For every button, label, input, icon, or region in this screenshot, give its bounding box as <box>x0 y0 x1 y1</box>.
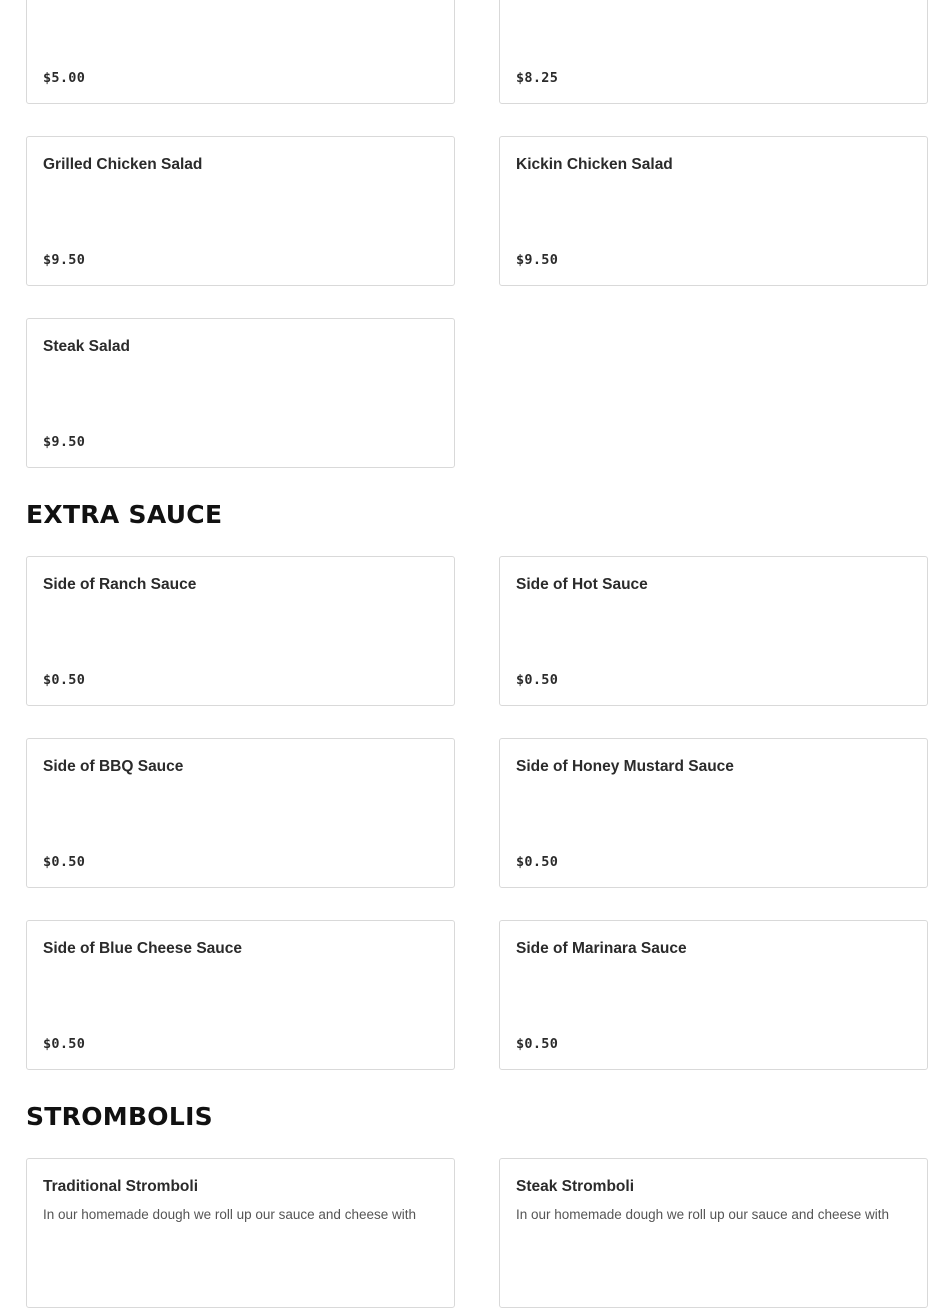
item-name: Side of Blue Cheese Sauce <box>43 940 242 957</box>
menu-item-card[interactable] <box>26 556 455 706</box>
item-price: $5.00 <box>43 70 86 86</box>
item-name: Side of BBQ Sauce <box>43 758 184 775</box>
item-price: $0.50 <box>516 672 559 688</box>
menu-item-card[interactable] <box>26 920 455 1070</box>
menu-item-card[interactable] <box>499 136 928 286</box>
item-price: $9.50 <box>43 434 86 450</box>
item-description: In our homemade dough we roll up our sauce and cheese with <box>43 1207 416 1222</box>
section-title-extra-sauce: EXTRA SAUCE <box>26 500 223 529</box>
menu-item-card[interactable] <box>26 738 455 888</box>
item-name: Side of Honey Mustard Sauce <box>516 758 734 775</box>
item-price: $0.50 <box>43 672 86 688</box>
item-name: Kickin Chicken Salad <box>516 156 673 173</box>
item-name: Side of Hot Sauce <box>516 576 648 593</box>
menu-item-card[interactable] <box>26 0 455 104</box>
item-price: $0.50 <box>43 1036 86 1052</box>
menu-item-card[interactable] <box>26 1158 455 1308</box>
item-name: Traditional Stromboli <box>43 1178 199 1195</box>
menu-item-card[interactable] <box>499 556 928 706</box>
item-description: In our homemade dough we roll up our sauce and cheese with <box>516 1207 889 1222</box>
item-price: $9.50 <box>516 252 559 268</box>
item-name: Steak Salad <box>43 338 131 355</box>
item-price: $9.50 <box>43 252 86 268</box>
menu-item-card[interactable] <box>499 738 928 888</box>
item-price: $0.50 <box>516 854 559 870</box>
section-title-strombolis: STROMBOLIS <box>26 1102 213 1131</box>
item-name: Grilled Chicken Salad <box>43 156 203 173</box>
item-name: Side of Ranch Sauce <box>43 576 197 593</box>
item-price: $0.50 <box>516 1036 559 1052</box>
menu-item-card[interactable] <box>499 1158 928 1308</box>
item-name: Side of Marinara Sauce <box>516 940 687 957</box>
menu-item-card[interactable] <box>26 136 455 286</box>
menu-item-card[interactable] <box>499 920 928 1070</box>
item-price: $8.25 <box>516 70 559 86</box>
item-name: Steak Stromboli <box>516 1178 634 1195</box>
menu-item-card[interactable] <box>499 0 928 104</box>
item-price: $0.50 <box>43 854 86 870</box>
menu-item-card[interactable] <box>26 318 455 468</box>
